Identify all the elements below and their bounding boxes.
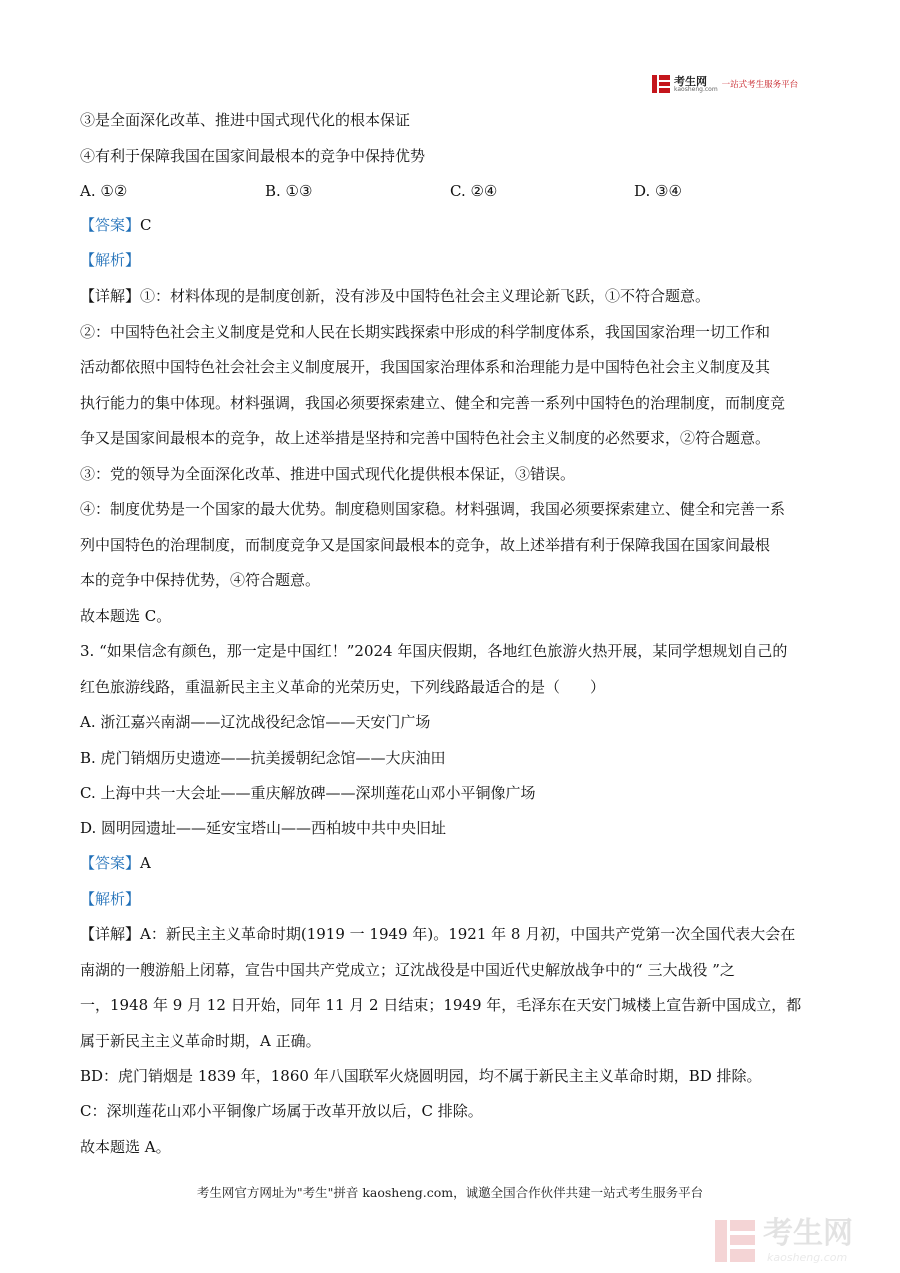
- answer-tag: 【答案】: [80, 216, 141, 234]
- q2-detail-line: ④：制度优势是一个国家的最大优势。制度稳则国家稳。材料强调，我国必须要探索建立、健全和完善一系: [80, 500, 786, 518]
- q3-stem: 3. “如果信念有颜色，那一定是中国红！”2024 年国庆假期，各地红色旅游火热开展，某同学想规划自己的: [80, 642, 788, 660]
- answer-value: C: [140, 216, 152, 234]
- q2-detail-line: 执行能力的集中体现。材料强调，我国必须要探索建立、健全和完善一系列中国特色的治理制度，而制度竞: [80, 394, 786, 412]
- q3-option-c: C. 上海中共一大会址——重庆解放碑——深圳莲花山邓小平铜像广场: [80, 784, 536, 802]
- analysis-tag: 【解析】: [80, 890, 141, 908]
- q3-option-b: B. 虎门销烟历史遗迹——抗美援朝纪念馆——大庆油田: [80, 749, 446, 767]
- q2-answer: [80, 215, 152, 235]
- q3-stem: 红色旅游线路，重温新民主主义革命的光荣历史，下列线路最适合的是（ ）: [80, 678, 606, 696]
- q3-detail-line: C：深圳莲花山邓小平铜像广场属于改革开放以后，C 排除。: [80, 1102, 483, 1120]
- q3-answer: [80, 853, 151, 873]
- analysis-tag: 【解析】: [80, 251, 141, 269]
- header-logo[interactable]: [652, 74, 798, 94]
- q3-option-a: A. 浙江嘉兴南湖——辽沈战役纪念馆——天安门广场: [80, 713, 431, 731]
- watermark-domain: kaosheng.com: [767, 1251, 848, 1264]
- q2-item-4: ④有利于保障我国在国家间最根本的竞争中保持优势: [80, 147, 426, 165]
- detail-tag: 【详解】: [80, 287, 141, 305]
- q2-option-c: C. ②④: [450, 182, 498, 200]
- q2-detail-line: 【详解】①：材料体现的是制度创新，没有涉及中国特色社会主义理论新飞跃，①不符合题意。: [80, 287, 711, 305]
- q3-option-d: D. 圆明园遗址——延安宝塔山——西柏坡中共中央旧址: [80, 819, 447, 837]
- q3-analysis-heading: [80, 889, 140, 909]
- q2-detail-line: 争又是国家间最根本的竞争，故上述举措是坚持和完善中国特色社会主义制度的必然要求，②符合题意。: [80, 429, 771, 447]
- page-footer: 考生网官方网址为"考生"拼音 kaosheng.com，诚邀全国合作伙伴共建一站式考生服务平台: [196, 1185, 704, 1200]
- logo-name: 考生网: [674, 74, 707, 88]
- q2-detail-line: ②：中国特色社会主义制度是党和人民在长期实践探索中形成的科学制度体系，我国国家治理一切工作和: [80, 323, 771, 341]
- q2-detail-line: ③：党的领导为全面深化改革、推进中国式现代化提供根本保证，③错误。: [80, 465, 576, 483]
- q3-detail-line: 属于新民主主义革命时期，A 正确。: [80, 1032, 321, 1050]
- kaosheng-watermark-icon: [715, 1220, 755, 1262]
- q2-option-a: A. ①②: [80, 182, 128, 200]
- watermark-name: 考生网: [763, 1216, 853, 1251]
- q2-detail-line: 列中国特色的治理制度，而制度竞争又是国家间最根本的竞争，故上述举措有利于保障我国在国家间最根: [80, 536, 771, 554]
- q2-option-d: D. ③④: [634, 182, 682, 200]
- watermark-logo: [715, 1218, 885, 1264]
- q3-detail-line: 一，1948 年 9 月 12 日开始，同年 11 月 2 日结束；1949 年，毛泽东在天安门城楼上宣告新中国成立，都: [80, 996, 802, 1014]
- logo-domain: kaosheng.com: [674, 85, 718, 93]
- answer-value: A: [140, 854, 151, 872]
- q2-conclusion: 故本题选 C。: [80, 607, 172, 625]
- kaosheng-logo-icon: [652, 75, 670, 93]
- detail-tag: 【详解】: [80, 925, 141, 943]
- q3-detail-line: BD：虎门销烟是 1839 年，1860 年八国联军火烧圆明园，均不属于新民主主义革命时期，BD 排除。: [80, 1067, 762, 1085]
- q2-detail-line: 活动都依照中国特色社会社会主义制度展开，我国国家治理体系和治理能力是中国特色社会主义制度及其: [80, 358, 771, 376]
- logo-slogan: 一站式考生服务平台: [721, 80, 799, 90]
- q3-detail-line: 南湖的一艘游船上闭幕，宣告中国共产党成立；辽沈战役是中国近代史解放战争中的“ 三大战役 ”之: [80, 961, 735, 979]
- answer-tag: 【答案】: [80, 854, 141, 872]
- q2-option-b: B. ①③: [265, 182, 313, 200]
- q3-detail-line: 【详解】A：新民主主义革命时期(1919 一 1949 年)。1921 年 8 月初，中国共产党第一次全国代表大会在: [80, 925, 796, 943]
- q2-detail-line: 本的竞争中保持优势，④符合题意。: [80, 571, 321, 589]
- q3-conclusion: 故本题选 A。: [80, 1138, 171, 1156]
- q2-analysis-heading: [80, 250, 140, 270]
- q2-item-3: ③是全面深化改革、推进中国式现代化的根本保证: [80, 111, 411, 129]
